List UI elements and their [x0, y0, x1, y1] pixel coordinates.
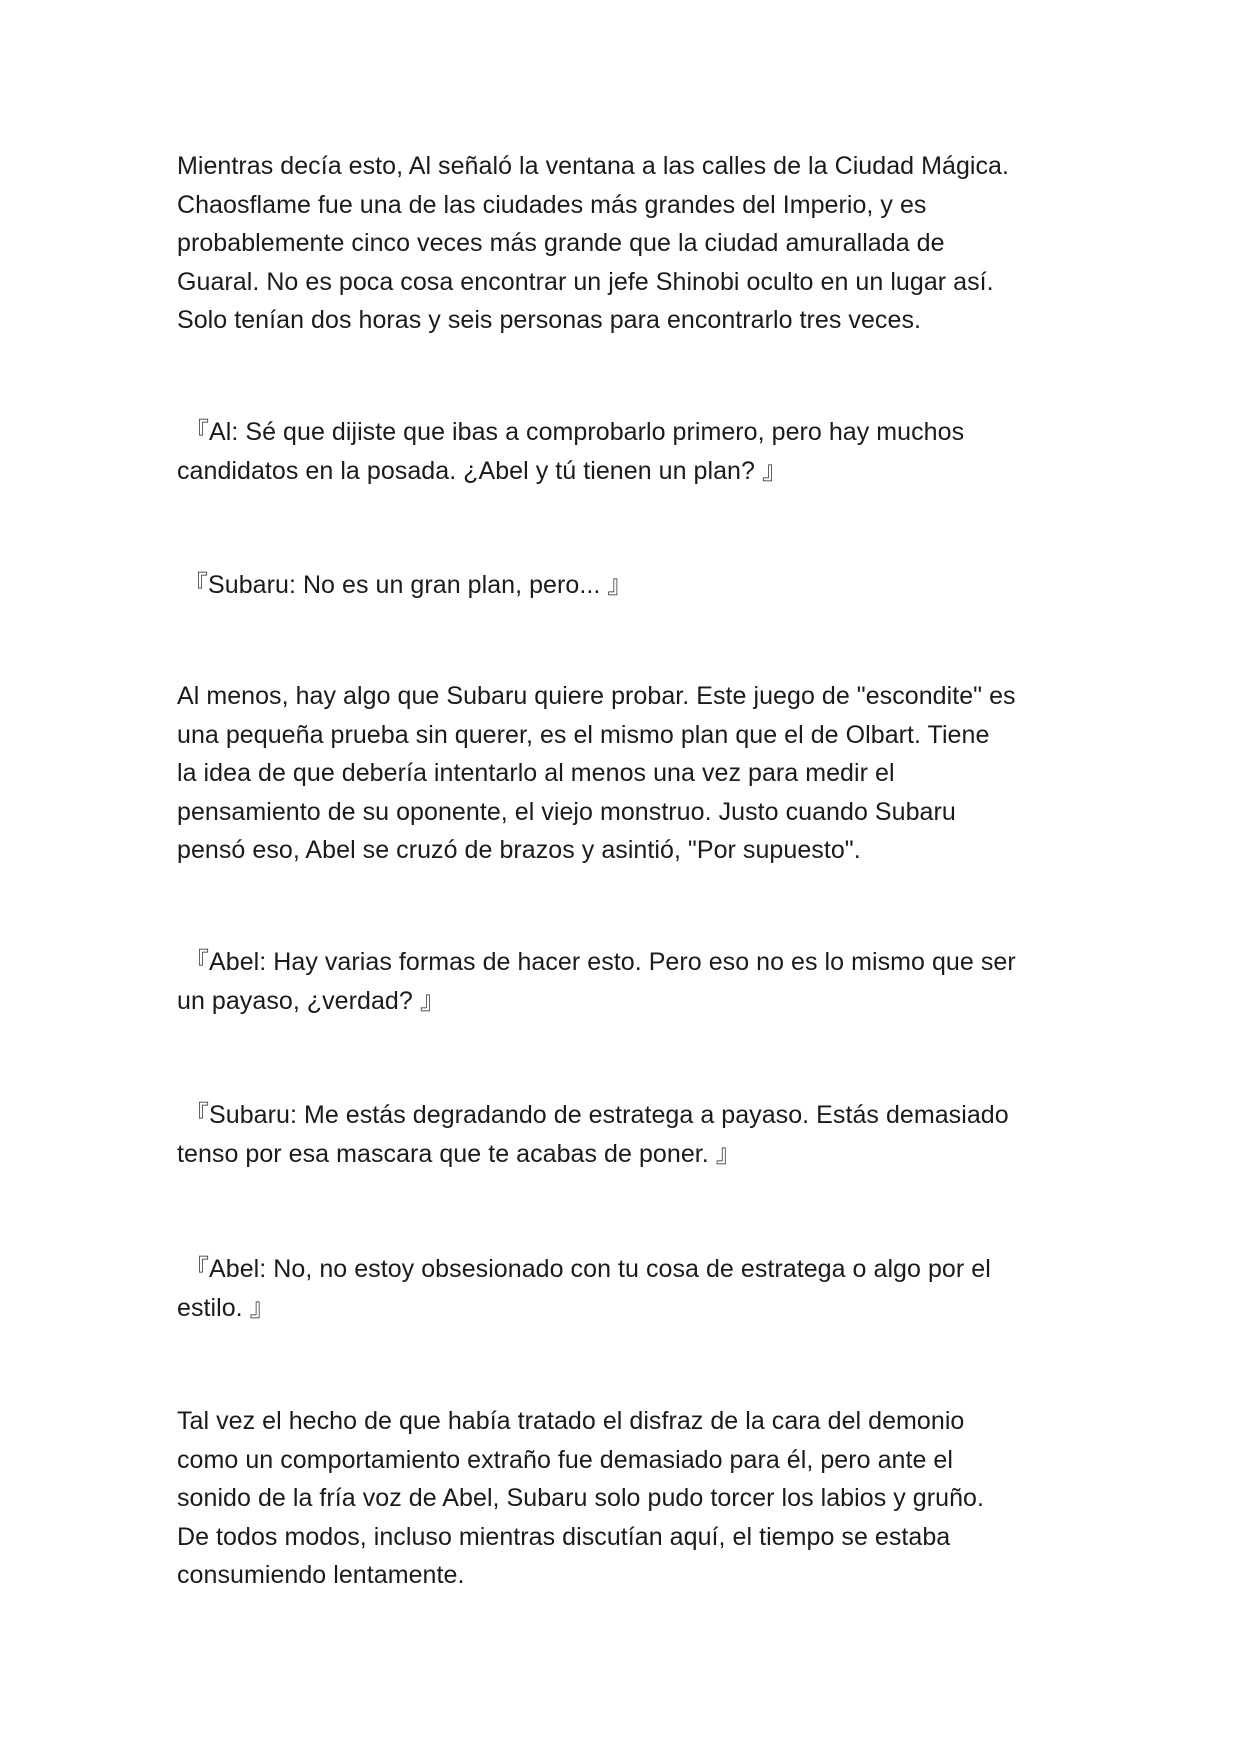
- paragraph-dialogue-al: 『Al: Sé que dijiste que ibas a comprobarlo primero, pero hay muchos candidatos en la posada. ¿Abel y tú tienen un plan? 』: [177, 418, 965, 485]
- paragraph-dialogue-subaru-2: 『Subaru: Me estás degradando de estratega a payaso. Estás demasiado tenso por esa mascara que te acabas de poner. 』: [177, 1101, 1009, 1168]
- paragraph-dialogue-subaru-1: 『Subaru: No es un gran plan, pero... 』: [183, 571, 633, 599]
- paragraph-narration-2: Al menos, hay algo que Subaru quiere probar. Este juego de "escondite" es una pequeña prueba sin querer, es el mismo plan que el de Olbart. Tiene la idea de que debería intentarlo al menos una vez para medir el pensamiento de su oponente, el viejo monstruo. Justo cuando Subaru pensó eso, Abel se cruzó de brazos y asintió, "Por supuesto".: [177, 682, 1016, 864]
- paragraph-dialogue-abel-2: 『Abel: No, no estoy obsesionado con tu cosa de estratega o algo por el estilo. 』: [177, 1255, 991, 1322]
- paragraph-narration-3: Tal vez el hecho de que había tratado el disfraz de la cara del demonio como un comportamiento extraño fue demasiado para él, pero ante el sonido de la fría voz de Abel, Subaru solo pudo torcer los labios y gruño. De todos modos, incluso mientras discutían aquí, el tiempo se estaba consumiendo lentamente.: [177, 1407, 984, 1589]
- paragraph-dialogue-abel-1: 『Abel: Hay varias formas de hacer esto. Pero eso no es lo mismo que ser un payaso, ¿verdad? 』: [177, 948, 1016, 1015]
- paragraph-narration-1: Mientras decía esto, Al señaló la ventana a las calles de la Ciudad Mágica. Chaosflame fue una de las ciudades más grandes del Imperio, y es probablemente cinco veces más grande que la ciudad amurallada de Guaral. No es poca cosa encontrar un jefe Shinobi oculto en un lugar así. Solo tenían dos horas y seis personas para encontrarlo tres veces.: [177, 152, 1010, 334]
